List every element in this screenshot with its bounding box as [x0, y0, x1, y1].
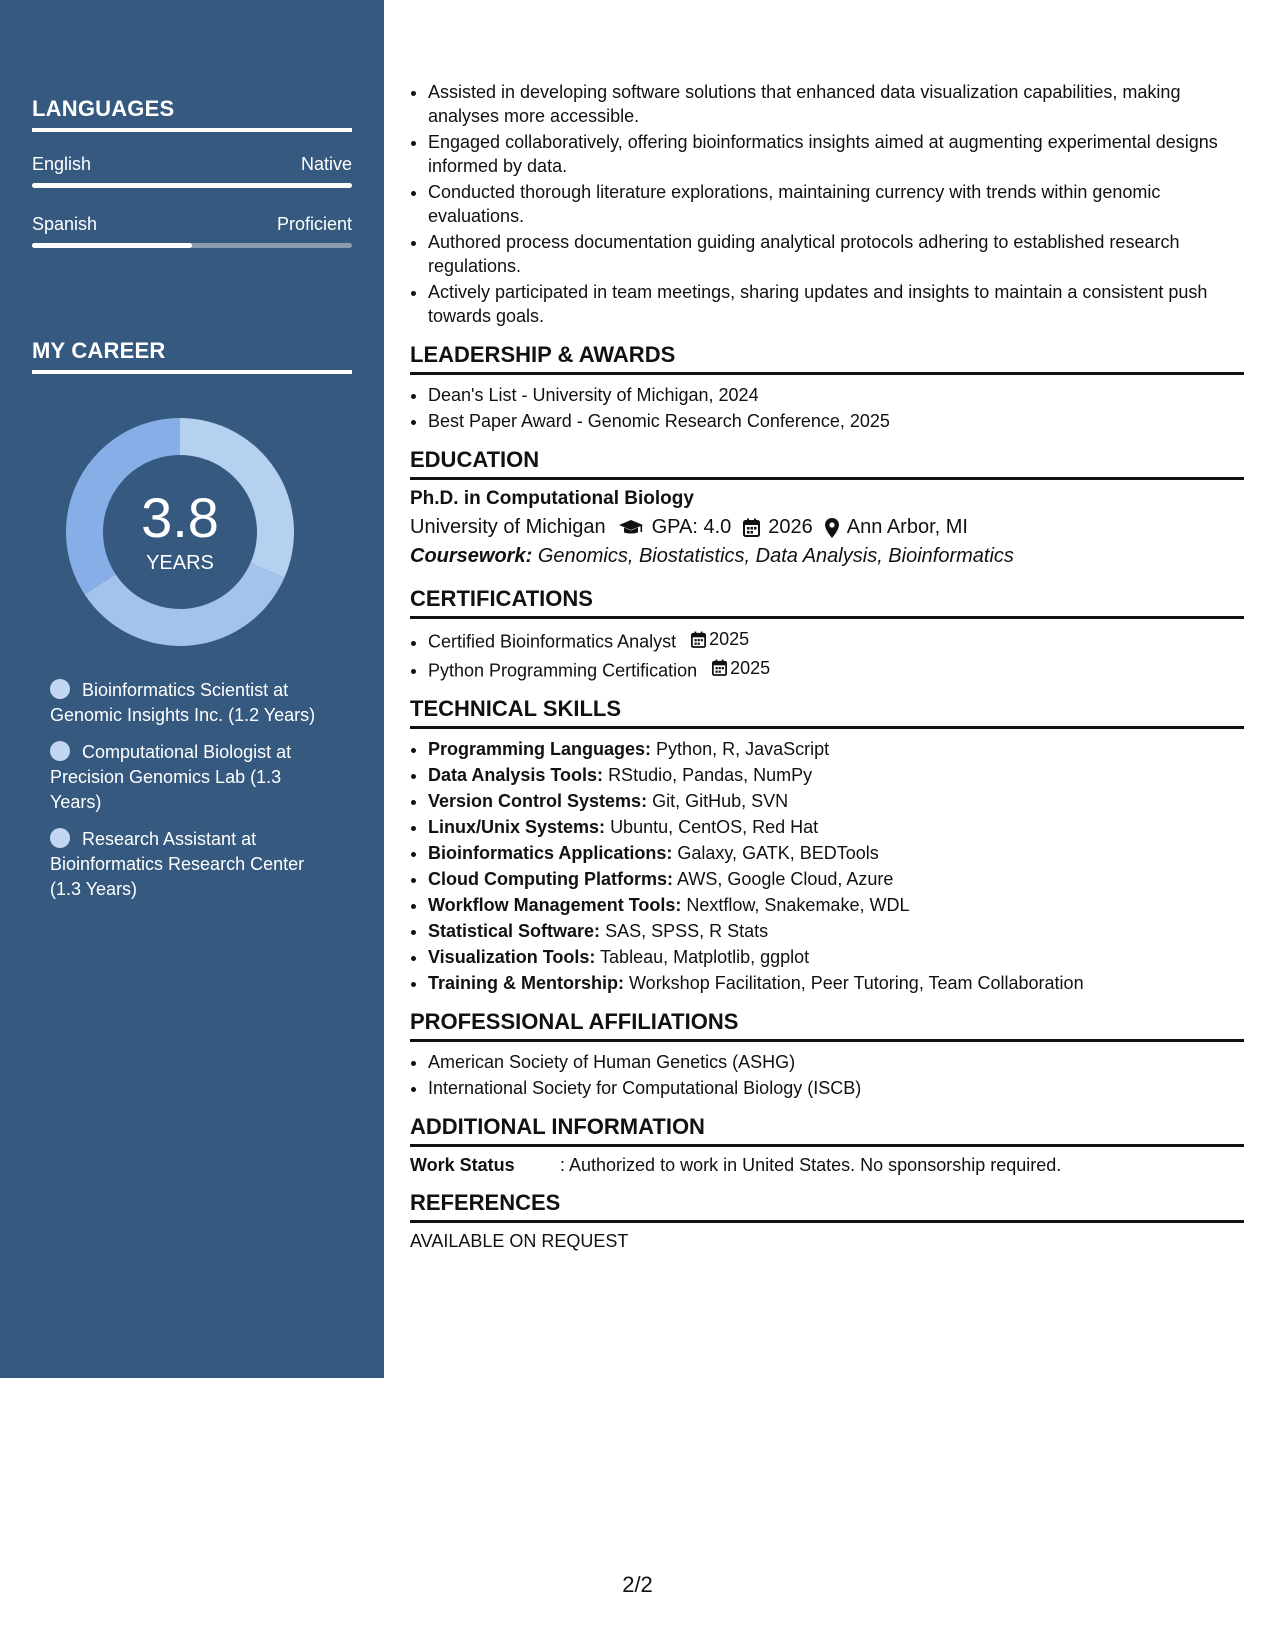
career-heading: MY CAREER — [32, 338, 352, 374]
leadership-section — [410, 342, 1244, 433]
career-item: Computational Biologist at Precision Genomics Lab (1.3 Years) — [50, 742, 292, 812]
language-spanish — [32, 214, 352, 248]
gpa: GPA: 4.0 — [651, 516, 732, 538]
career-list — [50, 678, 330, 914]
language-bar-fill — [32, 243, 192, 248]
skill-item: • Bioinformatics Applications: Galaxy, GATK, BEDTools — [428, 841, 1244, 865]
sidebar — [0, 0, 384, 1378]
skill-item: • Statistical Software: SAS, SPSS, R Stats — [428, 919, 1244, 943]
skill-item: • Programming Languages: Python, R, JavaScript — [428, 737, 1244, 761]
main-content — [410, 80, 1244, 1252]
certification-item: • Certified Bioinformatics Analyst 2025 — [428, 627, 1244, 654]
calendar-icon — [743, 518, 760, 537]
skill-item: • Training & Mentorship: Workshop Facilitation, Peer Tutoring, Team Collaboration — [428, 971, 1244, 995]
references-text: AVAILABLE ON REQUEST — [410, 1231, 629, 1251]
affiliations-section — [410, 1009, 1244, 1100]
skill-item: • Data Analysis Tools: RStudio, Pandas, NumPy — [428, 763, 1244, 787]
skills-list — [410, 737, 1244, 995]
language-english — [32, 154, 352, 188]
location: Ann Arbor, MI — [846, 516, 968, 538]
degree: Ph.D. in Computational Biology — [410, 488, 694, 509]
affiliations-title: PROFESSIONAL AFFILIATIONS — [410, 1009, 1244, 1042]
award-item: • Best Paper Award - Genomic Research Conference, 2025 — [428, 409, 1244, 433]
graduation-year: 2026 — [768, 516, 813, 538]
experience-bullet: • Conducted thorough literature explorations, maintaining currency with trends within genomic evaluations. — [428, 180, 1244, 228]
graduation-cap-icon — [618, 519, 644, 537]
references-title: REFERENCES — [410, 1190, 1244, 1223]
experience-bullet: • Actively participated in team meetings, sharing updates and insights to maintain a consistent push towards goals. — [428, 280, 1244, 328]
language-name: English — [32, 154, 92, 174]
additional-section — [410, 1114, 1244, 1176]
career-total-years: 3.8 — [141, 485, 219, 549]
calendar-icon — [691, 631, 706, 648]
work-status-label: Work Status — [410, 1155, 515, 1175]
affiliation-item: • American Society of Human Genetics (ASHG) — [428, 1050, 1244, 1074]
language-bar — [32, 243, 352, 248]
language-level: Proficient — [276, 214, 352, 234]
additional-title: ADDITIONAL INFORMATION — [410, 1114, 1244, 1147]
education-title: EDUCATION — [410, 447, 1244, 480]
affiliation-item: • International Society for Computational Biology (ISCB) — [428, 1076, 1244, 1100]
experience-bullets — [410, 80, 1244, 328]
language-level: Native — [300, 154, 352, 174]
page-number: 2/2 — [622, 1572, 653, 1597]
education-section — [410, 447, 1244, 568]
language-name: Spanish — [32, 214, 98, 234]
skill-item: • Visualization Tools: Tableau, Matplotlib, ggplot — [428, 945, 1244, 969]
leadership-title: LEADERSHIP & AWARDS — [410, 342, 1244, 375]
career-unit-label: YEARS — [146, 551, 214, 574]
legend-dot-icon — [50, 828, 70, 848]
school-name: University of Michigan — [410, 516, 606, 538]
skill-item: • Version Control Systems: Git, GitHub, SVN — [428, 789, 1244, 813]
experience-bullet: • Engaged collaboratively, offering bioinformatics insights aimed at augmenting experimental designs informed by data. — [428, 130, 1244, 178]
work-status-value: : Authorized to work in United States. No sponsorship required. — [560, 1155, 1062, 1175]
coursework: Coursework: Genomics, Biostatistics, Data Analysis, Bioinformatics — [410, 545, 1014, 567]
skills-title: TECHNICAL SKILLS — [410, 696, 1244, 729]
skill-item: • Linux/Unix Systems: Ubuntu, CentOS, Red Hat — [428, 815, 1244, 839]
skill-item: • Cloud Computing Platforms: AWS, Google Cloud, Azure — [428, 867, 1244, 891]
references-section — [410, 1190, 1244, 1252]
location-pin-icon — [825, 518, 839, 538]
language-bar-fill — [32, 183, 352, 188]
legend-dot-icon — [50, 741, 70, 761]
legend-dot-icon — [50, 679, 70, 699]
languages-heading: LANGUAGES — [32, 96, 352, 132]
skills-section — [410, 696, 1244, 995]
certifications-title: CERTIFICATIONS — [410, 586, 1244, 619]
career-item: Bioinformatics Scientist at Genomic Insights Inc. (1.2 Years) — [50, 680, 316, 725]
award-item: • Dean's List - University of Michigan, 2024 — [428, 383, 1244, 407]
career-item: Research Assistant at Bioinformatics Research Center (1.3 Years) — [50, 829, 305, 899]
experience-bullet: • Authored process documentation guiding analytical protocols adhering to established research regulations. — [428, 230, 1244, 278]
certifications-section — [410, 586, 1244, 682]
language-bar — [32, 183, 352, 188]
career-donut-chart — [66, 418, 294, 646]
skill-item: • Workflow Management Tools: Nextflow, Snakemake, WDL — [428, 893, 1244, 917]
experience-bullet: • Assisted in developing software solutions that enhanced data visualization capabilities, making analyses more accessible. — [428, 80, 1244, 128]
calendar-icon — [712, 659, 727, 676]
certification-item: • Python Programming Certification 2025 — [428, 656, 1244, 683]
